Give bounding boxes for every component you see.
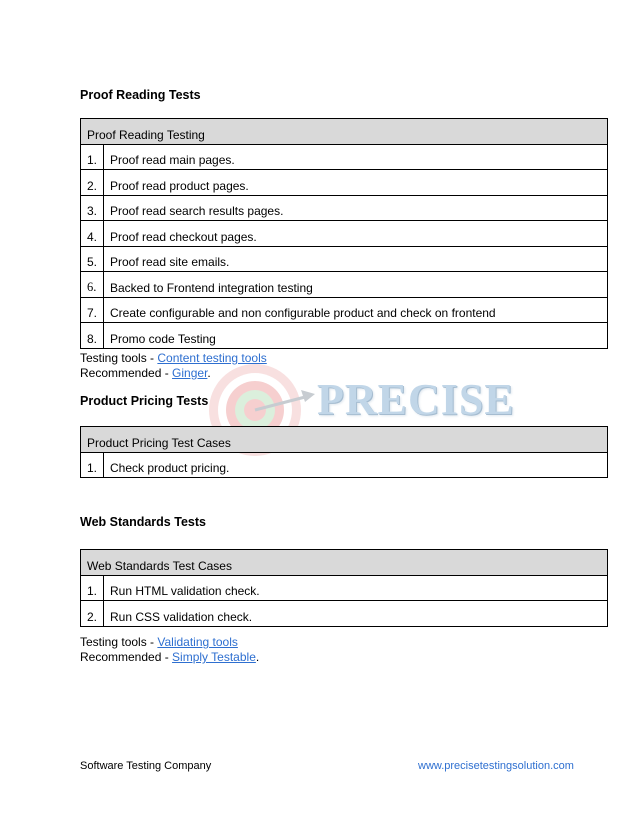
table-row: 2. Run CSS validation check.	[81, 601, 608, 627]
table-row: 2. Proof read product pages.	[81, 170, 608, 196]
proof-reading-tools: Testing tools - Content testing tools Recommended - Ginger.	[80, 351, 267, 380]
validating-tools-link[interactable]: Validating tools	[157, 635, 238, 649]
table-row: 8. Promo code Testing	[81, 323, 608, 349]
web-standards-table	[80, 549, 608, 627]
web-standards-tools: Testing tools - Validating tools Recommended - Simply Testable.	[80, 635, 260, 664]
simply-testable-link[interactable]: Simply Testable	[172, 650, 256, 664]
table-header: Web Standards Test Cases	[81, 550, 608, 576]
product-pricing-heading: Product Pricing Tests	[80, 394, 209, 408]
table-header: Product Pricing Test Cases	[81, 427, 608, 453]
table-row: 1. Check product pricing.	[81, 452, 608, 478]
product-pricing-table	[80, 426, 608, 478]
table-row: 5. Proof read site emails.	[81, 246, 608, 272]
footer-website-link[interactable]: www.precisetestingsolution.com	[418, 760, 574, 772]
table-row: 1. Run HTML validation check.	[81, 575, 608, 601]
table-row: 4. Proof read checkout pages.	[81, 221, 608, 247]
proof-reading-heading: Proof Reading Tests	[80, 88, 201, 102]
table-row: 3. Proof read search results pages.	[81, 195, 608, 221]
web-standards-heading: Web Standards Tests	[80, 515, 206, 529]
footer-company: Software Testing Company	[80, 760, 212, 772]
table-row: 1. Proof read main pages.	[81, 144, 608, 170]
table-header: Proof Reading Testing	[81, 119, 608, 145]
content-testing-tools-link[interactable]: Content testing tools	[157, 351, 267, 365]
watermark-text: PRECISE	[317, 375, 515, 424]
table-row: 6. Backed to Frontend integration testing	[81, 272, 608, 298]
ginger-link[interactable]: Ginger	[172, 366, 208, 380]
table-row: 7. Create configurable and non configurable product and check on frontend	[81, 297, 608, 323]
proof-reading-table	[80, 118, 608, 349]
